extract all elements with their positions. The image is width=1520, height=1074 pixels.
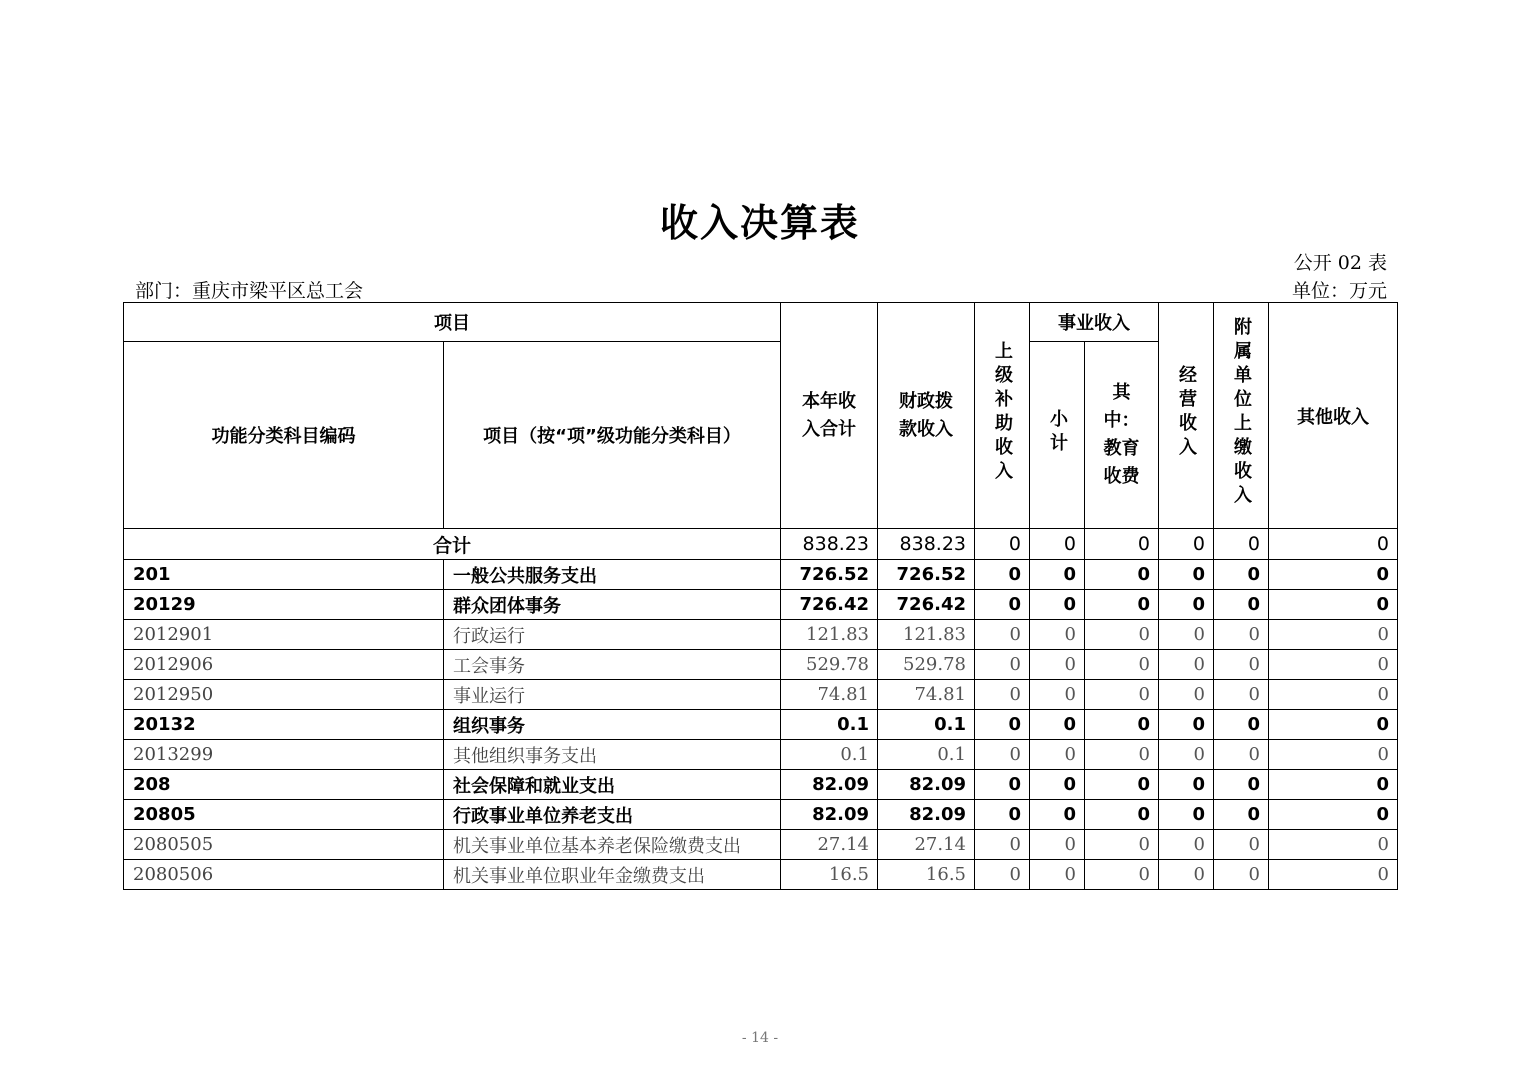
header-name: 项目（按“项”级功能分类科目）: [444, 342, 781, 529]
row-code: 20132: [124, 710, 444, 740]
row-code: 2013299: [124, 740, 444, 770]
table-row: [124, 650, 1398, 680]
row-value: 0: [1269, 560, 1398, 590]
header-fiscal-appropriation: 财政拨款收入: [878, 303, 975, 529]
total-cell: 0: [1159, 529, 1214, 560]
row-value: 0: [1030, 740, 1085, 770]
row-value: 726.52: [878, 560, 975, 590]
row-value: 0: [1085, 770, 1159, 800]
row-code: 2080505: [124, 830, 444, 860]
row-value: 0: [1085, 740, 1159, 770]
row-value: 0: [1159, 650, 1214, 680]
row-code: 2012901: [124, 620, 444, 650]
row-value: 27.14: [878, 830, 975, 860]
row-value: 0: [975, 860, 1030, 890]
row-name: 机关事业单位职业年金缴费支出: [444, 860, 781, 890]
row-value: 0: [1269, 770, 1398, 800]
row-value: 0.1: [878, 710, 975, 740]
row-value: 0: [1269, 590, 1398, 620]
row-value: 0: [1030, 770, 1085, 800]
row-value: 0: [1214, 680, 1269, 710]
total-row: [124, 529, 1398, 560]
row-value: 82.09: [878, 770, 975, 800]
row-value: 82.09: [781, 770, 878, 800]
row-value: 0: [1214, 830, 1269, 860]
row-code: 20805: [124, 800, 444, 830]
income-table: [123, 302, 1398, 890]
row-value: 0: [1030, 830, 1085, 860]
row-value: 0: [1159, 710, 1214, 740]
row-value: 0: [1159, 740, 1214, 770]
row-name: 其他组织事务支出: [444, 740, 781, 770]
header-code: 功能分类科目编码: [124, 342, 444, 529]
row-value: 0: [1269, 710, 1398, 740]
header-subtotal: 小计: [1030, 342, 1085, 529]
row-value: 16.5: [781, 860, 878, 890]
row-value: 0: [1159, 800, 1214, 830]
row-value: 0: [1269, 860, 1398, 890]
row-value: 0: [1085, 710, 1159, 740]
row-value: 121.83: [878, 620, 975, 650]
row-value: 0: [1159, 860, 1214, 890]
row-value: 0: [1030, 590, 1085, 620]
row-value: 0: [975, 590, 1030, 620]
row-value: 0: [1030, 650, 1085, 680]
header-education-fees: 其中：教育收费: [1085, 342, 1159, 529]
table-row: [124, 710, 1398, 740]
total-cell: 838.23: [878, 529, 975, 560]
row-value: 0: [1214, 650, 1269, 680]
table-row: [124, 590, 1398, 620]
row-value: 0: [1085, 680, 1159, 710]
row-value: 0: [1159, 770, 1214, 800]
row-value: 0: [1159, 560, 1214, 590]
row-value: 726.52: [781, 560, 878, 590]
row-name: 群众团体事务: [444, 590, 781, 620]
row-value: 27.14: [781, 830, 878, 860]
row-value: 0: [1269, 680, 1398, 710]
row-value: 0: [1085, 860, 1159, 890]
row-value: 0: [975, 830, 1030, 860]
row-value: 0.1: [781, 740, 878, 770]
page-title: 收入决算表: [659, 201, 860, 245]
row-value: 0: [1214, 800, 1269, 830]
row-value: 0: [1159, 680, 1214, 710]
row-value: 529.78: [781, 650, 878, 680]
row-value: 74.81: [781, 680, 878, 710]
row-value: 0: [1269, 650, 1398, 680]
row-value: 0: [1269, 740, 1398, 770]
row-value: 0: [1085, 800, 1159, 830]
row-value: 0: [975, 770, 1030, 800]
row-value: 74.81: [878, 680, 975, 710]
row-value: 726.42: [781, 590, 878, 620]
table-row: [124, 830, 1398, 860]
row-code: 20129: [124, 590, 444, 620]
row-value: 121.83: [781, 620, 878, 650]
header-other: 其他收入: [1269, 303, 1398, 529]
header-affiliated: 附属单位上缴收入: [1214, 303, 1269, 529]
row-value: 16.5: [878, 860, 975, 890]
row-name: 工会事务: [444, 650, 781, 680]
row-name: 事业运行: [444, 680, 781, 710]
row-value: 726.42: [878, 590, 975, 620]
row-value: 0: [1159, 830, 1214, 860]
row-value: 0: [1214, 860, 1269, 890]
header-project-group: 项目: [124, 303, 781, 342]
row-value: 0: [975, 710, 1030, 740]
row-value: 0: [1085, 830, 1159, 860]
table-row: [124, 680, 1398, 710]
table-row: [124, 800, 1398, 830]
row-value: 0: [1159, 620, 1214, 650]
row-value: 0: [1085, 590, 1159, 620]
page-number: - 14 -: [741, 1030, 779, 1046]
total-cell: 838.23: [781, 529, 878, 560]
row-value: 0: [1030, 680, 1085, 710]
row-name: 社会保障和就业支出: [444, 770, 781, 800]
row-value: 0: [1030, 860, 1085, 890]
row-value: 0: [1214, 620, 1269, 650]
department-label: 部门：重庆市梁平区总工会: [135, 280, 364, 302]
row-value: 0: [1030, 800, 1085, 830]
table-row: [124, 740, 1398, 770]
row-value: 0: [1030, 620, 1085, 650]
row-value: 0: [1214, 710, 1269, 740]
total-cell: 0: [975, 529, 1030, 560]
table-row: [124, 860, 1398, 890]
row-code: 2012906: [124, 650, 444, 680]
row-value: 0: [1030, 710, 1085, 740]
row-value: 0: [975, 680, 1030, 710]
row-value: 0: [975, 800, 1030, 830]
header-business-group: 事业收入: [1030, 303, 1159, 342]
table-row: [124, 560, 1398, 590]
row-value: 0: [1269, 830, 1398, 860]
row-value: 0.1: [781, 710, 878, 740]
row-value: 0: [1159, 590, 1214, 620]
row-name: 机关事业单位基本养老保险缴费支出: [444, 830, 781, 860]
row-value: 0: [1085, 560, 1159, 590]
row-value: 0: [1085, 620, 1159, 650]
row-value: 0: [975, 650, 1030, 680]
row-code: 208: [124, 770, 444, 800]
row-name: 一般公共服务支出: [444, 560, 781, 590]
row-value: 0: [975, 740, 1030, 770]
row-value: 0: [1214, 770, 1269, 800]
row-value: 0: [1269, 620, 1398, 650]
total-cell: 0: [1085, 529, 1159, 560]
row-name: 行政事业单位养老支出: [444, 800, 781, 830]
header-superior-subsidy: 上级补助收入: [975, 303, 1030, 529]
row-code: 2080506: [124, 860, 444, 890]
table-row: [124, 620, 1398, 650]
row-code: 201: [124, 560, 444, 590]
total-cell: 0: [1269, 529, 1398, 560]
total-cell: 0: [1030, 529, 1085, 560]
row-value: 0: [1214, 590, 1269, 620]
total-cell: 0: [1214, 529, 1269, 560]
row-value: 0: [1030, 560, 1085, 590]
row-value: 0: [1214, 560, 1269, 590]
unit-label: 单位：万元: [1291, 280, 1387, 302]
row-value: 82.09: [781, 800, 878, 830]
row-value: 0: [1085, 650, 1159, 680]
row-name: 行政运行: [444, 620, 781, 650]
row-value: 0: [975, 560, 1030, 590]
row-value: 529.78: [878, 650, 975, 680]
form-number: 公开 02 表: [1293, 252, 1387, 274]
row-name: 组织事务: [444, 710, 781, 740]
header-operating: 经营收入: [1159, 303, 1214, 529]
row-value: 0: [975, 620, 1030, 650]
header-total-income: 本年收入合计: [781, 303, 878, 529]
row-value: 82.09: [878, 800, 975, 830]
total-label: 合计: [124, 529, 781, 560]
row-code: 2012950: [124, 680, 444, 710]
table-row: [124, 770, 1398, 800]
row-value: 0.1: [878, 740, 975, 770]
row-value: 0: [1214, 740, 1269, 770]
row-value: 0: [1269, 800, 1398, 830]
